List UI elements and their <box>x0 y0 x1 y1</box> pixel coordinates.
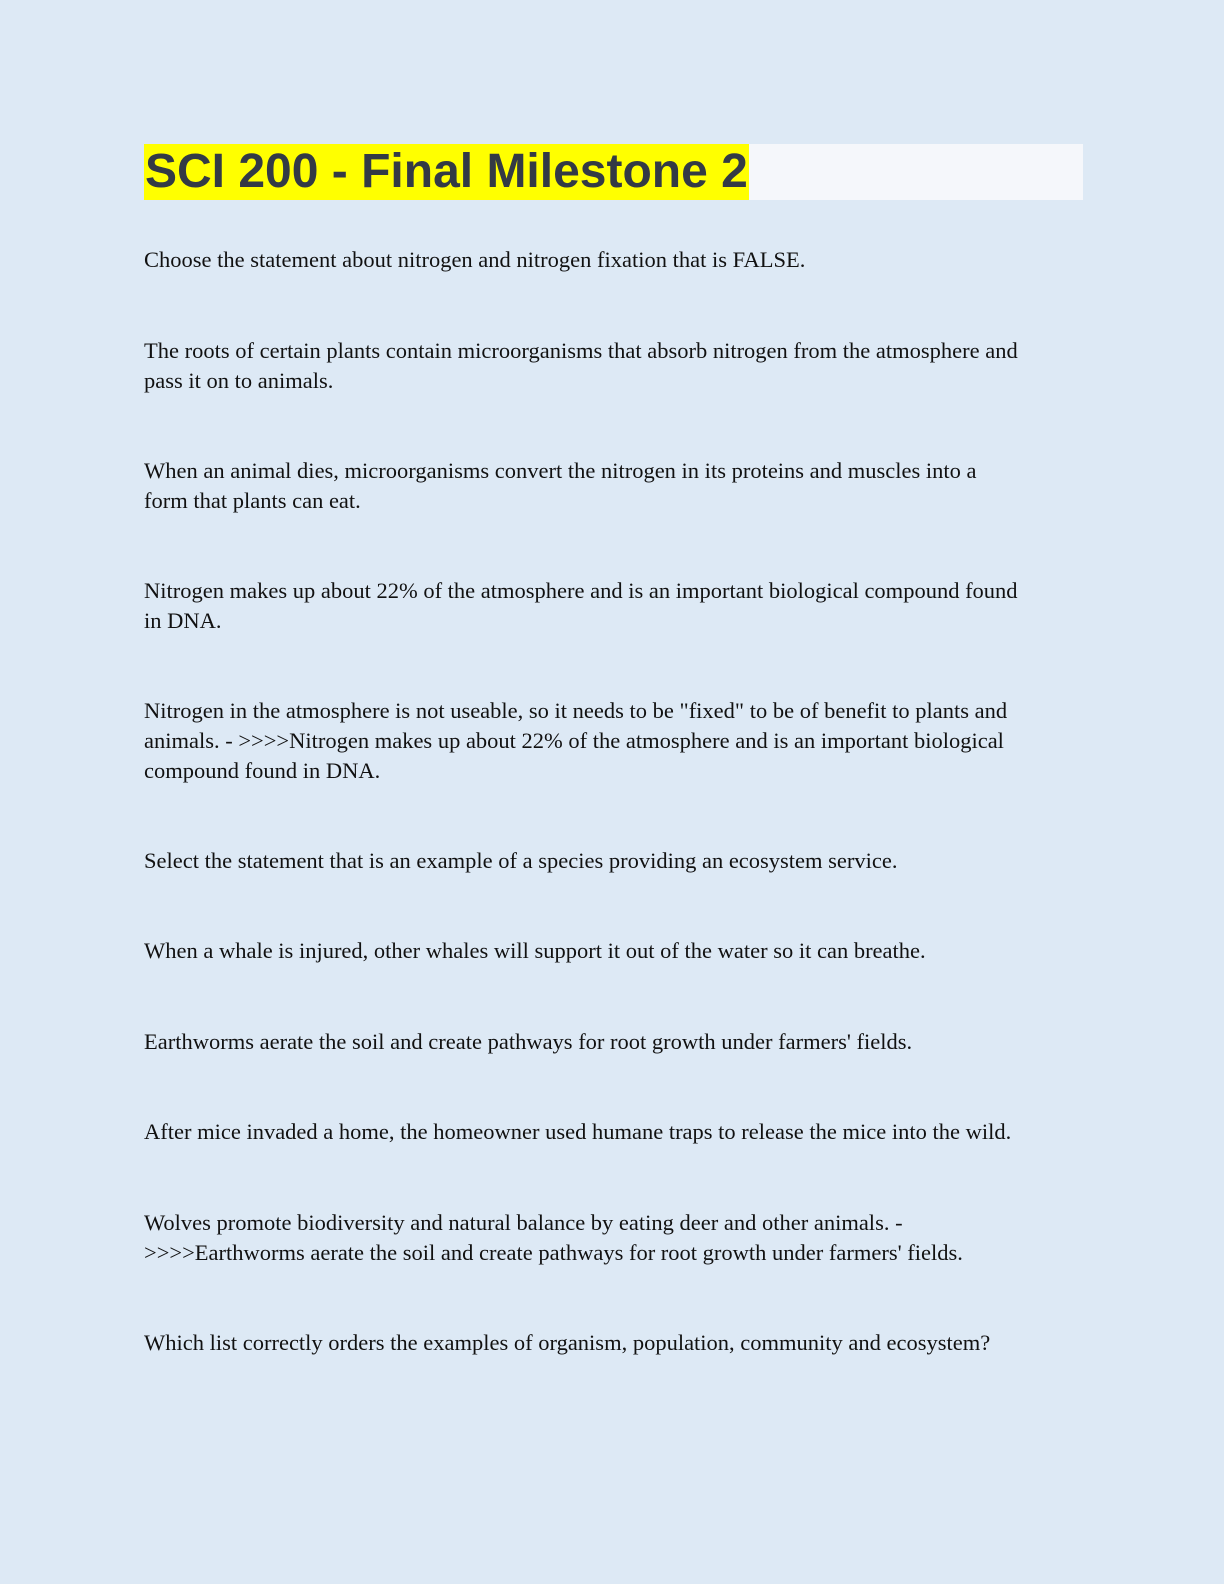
text-line: After mice invaded a home, the homeowner used humane traps to release the mice into the wild. <box>144 1119 1012 1144</box>
text-line: >>>>Earthworms aerate the soil and create pathways for root growth under farmers' fields. <box>144 1240 963 1265</box>
text-line: Nitrogen in the atmosphere is not useable, so it needs to be "fixed" to be of benefit to plants and <box>144 698 1008 723</box>
text-line: form that plants can eat. <box>144 488 361 513</box>
answer-option <box>144 336 1084 396</box>
text-line: pass it on to animals. <box>144 368 334 393</box>
text-line: Wolves promote biodiversity and natural balance by eating deer and other animals. - <box>144 1210 903 1235</box>
text-line: Nitrogen makes up about 22% of the atmosphere and is an important biological compound found <box>144 578 1018 603</box>
answer-option <box>144 1208 1084 1268</box>
answer-option <box>144 576 1084 636</box>
answer-option <box>144 1117 1084 1147</box>
question-3 <box>144 1328 1084 1358</box>
text-line: When a whale is injured, other whales will support it out of the water so it can breathe. <box>144 938 926 963</box>
text-line: Earthworms aerate the soil and create pathways for root growth under farmers' fields. <box>144 1029 913 1054</box>
title-bar <box>144 144 1083 200</box>
text-line: in DNA. <box>144 608 222 633</box>
text-line: When an animal dies, microorganisms convert the nitrogen in its proteins and muscles into a <box>144 458 977 483</box>
answer-option <box>144 1027 1084 1057</box>
text-line: compound found in DNA. <box>144 758 381 783</box>
text-line: Choose the statement about nitrogen and nitrogen fixation that is FALSE. <box>144 247 806 272</box>
text-line: The roots of certain plants contain microorganisms that absorb nitrogen from the atmosphere and <box>144 338 1018 363</box>
text-line: Which list correctly orders the examples of organism, population, community and ecosystem? <box>144 1330 991 1355</box>
question-1 <box>144 245 1084 275</box>
document-title: SCI 200 - Final Milestone 2 <box>145 145 748 198</box>
question-2 <box>144 846 1084 876</box>
answer-option <box>144 936 1084 966</box>
text-line: Select the statement that is an example of a species providing an ecosystem service. <box>144 848 898 873</box>
text-line: animals. - >>>>Nitrogen makes up about 22% of the atmosphere and is an important biological <box>144 728 1004 753</box>
answer-option <box>144 456 1084 516</box>
answer-option <box>144 696 1084 786</box>
